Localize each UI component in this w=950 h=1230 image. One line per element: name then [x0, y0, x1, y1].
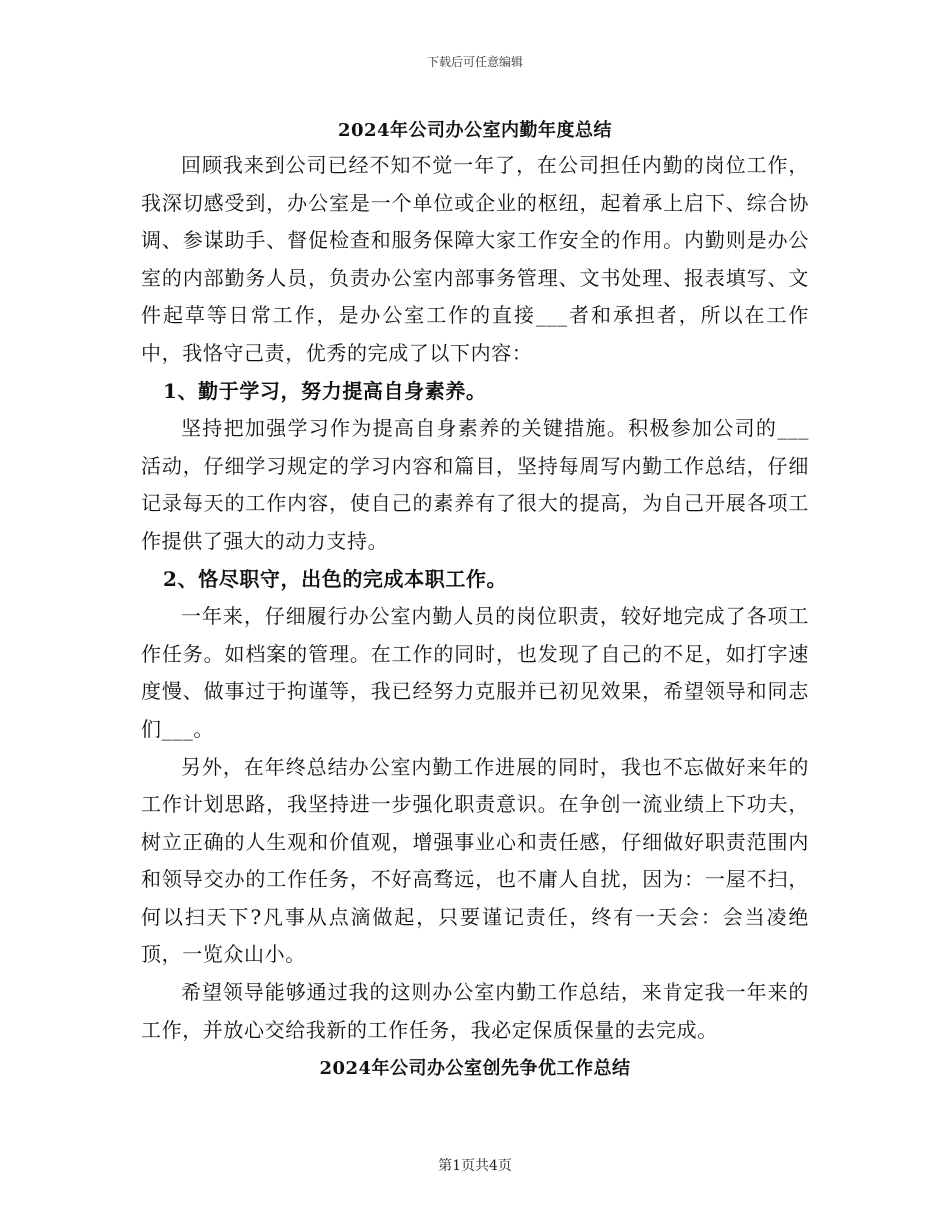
- section-heading-2: 2、恪尽职守，出色的完成本职工作。: [163, 566, 508, 591]
- paragraph-closing: 希望领导能够通过我的这则办公室内勤工作总结，来肯定我一年来的工作，并放心交给我新的工作任务，我必定保质保量的去完成。: [141, 980, 809, 1042]
- paragraph-intro: 回顾我来到公司已经不知不觉一年了，在公司担任内勤的岗位工作，我深切感受到，办公室是一个单位或企业的枢纽，起着承上启下、综合协调、参谋助手、督促检查和服务保障大家工作安全的作用。内勤则是办公室的内部勤务人员，负责办公室内部事务管理、文书处理、报表填写、文件起草等日常工作，是办公室工作的直接___者和承担者，所以在工作中，我恪守己责，优秀的完成了以下内容：: [141, 153, 809, 365]
- document-title: 2024年公司办公室内勤年度总结: [337, 120, 613, 141]
- paragraph-duties: 一年来，仔细履行办公室内勤人员的岗位职责，较好地完成了各项工作任务。如档案的管理。在工作的同时，也发现了自己的不足，如打字速度慢、做事过于拘谨等，我已经努力克服并已初见效果，希望领导和同志们___。: [141, 604, 809, 741]
- paragraph-study: 坚持把加强学习作为提高自身素养的关键措施。积极参加公司的___活动，仔细学习规定的学习内容和篇目，坚持每周写内勤工作总结，仔细记录每天的工作内容，使自己的素养有了很大的提高，为自己开展各项工作提供了强大的动力支持。: [141, 416, 809, 553]
- page-header: 下载后可任意编辑: [426, 55, 523, 69]
- next-document-title: 2024年公司办公室创先争优工作总结: [319, 1058, 631, 1079]
- paragraph-plan: 另外，在年终总结办公室内勤工作进展的同时，我也不忘做好来年的工作计划思路，我坚持进一步强化职责意识。在争创一流业绩上下功夫，树立正确的人生观和价值观，增强事业心和责任感，仔细做好职责范围内和领导交办的工作任务，不好高骛远，也不庸人自扰，因为：一屋不扫，何以扫天下?凡事从点滴做起，只要谨记责任，终有一天会：会当凌绝顶，一览众山小。: [141, 754, 809, 967]
- section-heading-1: 1、勤于学习，努力提高自身素养。: [163, 378, 487, 403]
- document-body: [141, 147, 809, 1049]
- page-footer: 第1页共4页: [438, 1158, 512, 1174]
